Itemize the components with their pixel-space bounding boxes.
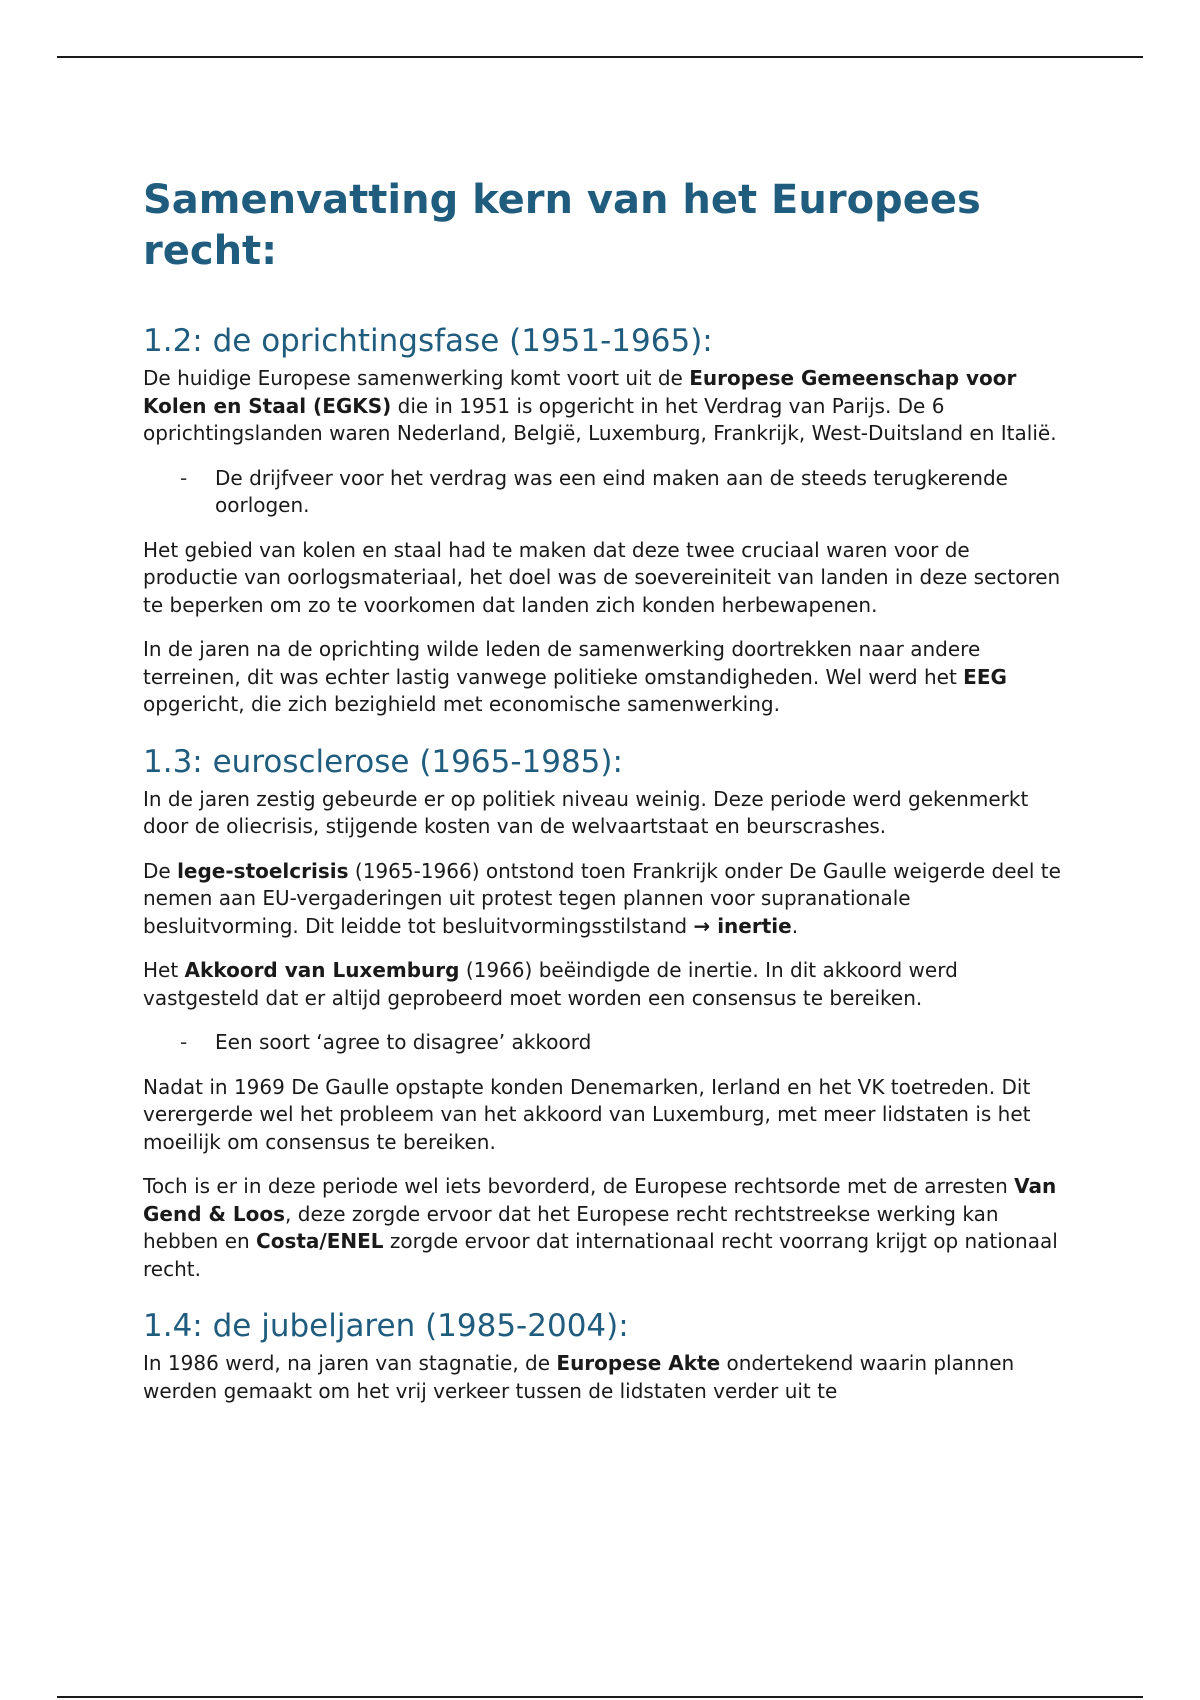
paragraph: Het gebied van kolen en staal had te maken dat deze twee cruciaal waren voor de productie van oorlogsmateriaal, het doel was de soevereiniteit van landen in deze sectoren te beperken om zo te voorkomen dat landen zich konden herbewapenen. bbox=[143, 537, 1061, 617]
dash-bullet-icon: - bbox=[180, 465, 188, 490]
dash-bullet-icon: - bbox=[180, 1030, 188, 1054]
list-item: - Een soort ‘agree to disagree’ akkoord bbox=[143, 1029, 1063, 1057]
paragraph: In 1986 werd, na jaren van stagnatie, de Europese Akte ondertekend waarin plannen werden gemaakt om het vrij verkeer tussen de lidstaten verder uit te bbox=[143, 1351, 1015, 1403]
bold-term: inertie bbox=[710, 913, 792, 938]
section-oprichtingsfase bbox=[143, 321, 1063, 719]
section-heading: 1.2: de oprichtingsfase (1951-1965): bbox=[143, 323, 713, 359]
bold-term: Costa/ENEL bbox=[256, 1229, 384, 1253]
section-jubeljaren bbox=[143, 1306, 1063, 1405]
bullet-list bbox=[143, 1029, 1063, 1057]
section-eurosclerose bbox=[143, 742, 1063, 1284]
bold-term: Europese Gemeenschap voor Kolen en Staal (EGKS) bbox=[143, 366, 1017, 418]
top-rule bbox=[57, 56, 1143, 58]
arrow-icon: → bbox=[693, 913, 711, 938]
paragraph: Het Akkoord van Luxemburg (1966) beëindigde de inertie. In dit akkoord werd vastgesteld dat er altijd geprobeerd moet worden een consensus te bereiken. bbox=[143, 958, 958, 1010]
list-item: - De drijfveer voor het verdrag was een eind maken aan de steeds terugkerende oorlogen. bbox=[180, 465, 1008, 517]
bold-term: EEG bbox=[963, 664, 1007, 689]
document-body bbox=[143, 175, 1063, 1422]
bold-term: Akkoord van Luxemburg bbox=[184, 958, 460, 982]
paragraph: In de jaren na de oprichting wilde leden de samenwerking doortrekken naar andere terreinen, dit was echter lastig vanwege politieke omstandigheden. Wel werd het EEG opgericht, die zich bezighield met economische samenwerking. bbox=[143, 637, 1007, 716]
paragraph: Nadat in 1969 De Gaulle opstapte konden Denemarken, Ierland en het VK toetreden. Dit verergerde wel het probleem van het akkoord van Luxemburg, met meer lidstaten is het moeilijk om consensus te bereiken. bbox=[143, 1074, 1031, 1154]
paragraph: In de jaren zestig gebeurde er op politiek niveau weinig. Deze periode werd gekenmerkt door de oliecrisis, stijgende kosten van de welvaartstaat en beurscrashes. bbox=[143, 786, 1029, 838]
paragraph: Toch is er in deze periode wel iets bevorderd, de Europese rechtsorde met de arresten Van Gend & Loos, deze zorgde ervoor dat het Europese recht rechtstreekse werking kan hebben en Costa/ENEL zorgde ervoor dat internationaal recht voorrang krijgt op nationaal recht. bbox=[143, 1174, 1058, 1281]
document-title: Samenvatting kern van het Europees recht: bbox=[143, 177, 981, 274]
bold-term: Europese Akte bbox=[556, 1351, 721, 1375]
section-heading: 1.4: de jubeljaren (1985-2004): bbox=[143, 1308, 629, 1344]
section-heading: 1.3: eurosclerose (1965-1985): bbox=[143, 743, 623, 780]
bold-term: Van Gend & Loos bbox=[143, 1174, 1057, 1226]
paragraph: De lege-stoelcrisis (1965-1966) ontstond toen Frankrijk onder De Gaulle weigerde deel te nemen aan EU-vergaderingen uit protest tegen plannen voor supranationale besluitvorming. Dit leidde tot besluitvormingsstilstand → inertie. bbox=[143, 858, 1061, 938]
bullet-list bbox=[143, 465, 1063, 520]
bottom-rule bbox=[57, 1696, 1143, 1698]
paragraph: De huidige Europese samenwerking komt voort uit de Europese Gemeenschap voor Kolen en Staal (EGKS) die in 1951 is opgericht in het Verdrag van Parijs. De 6 oprichtingslanden waren Nederland, België, Luxemburg, Frankrijk, West-Duitsland en Italië. bbox=[143, 366, 1057, 445]
bold-term: lege-stoelcrisis bbox=[177, 858, 349, 883]
